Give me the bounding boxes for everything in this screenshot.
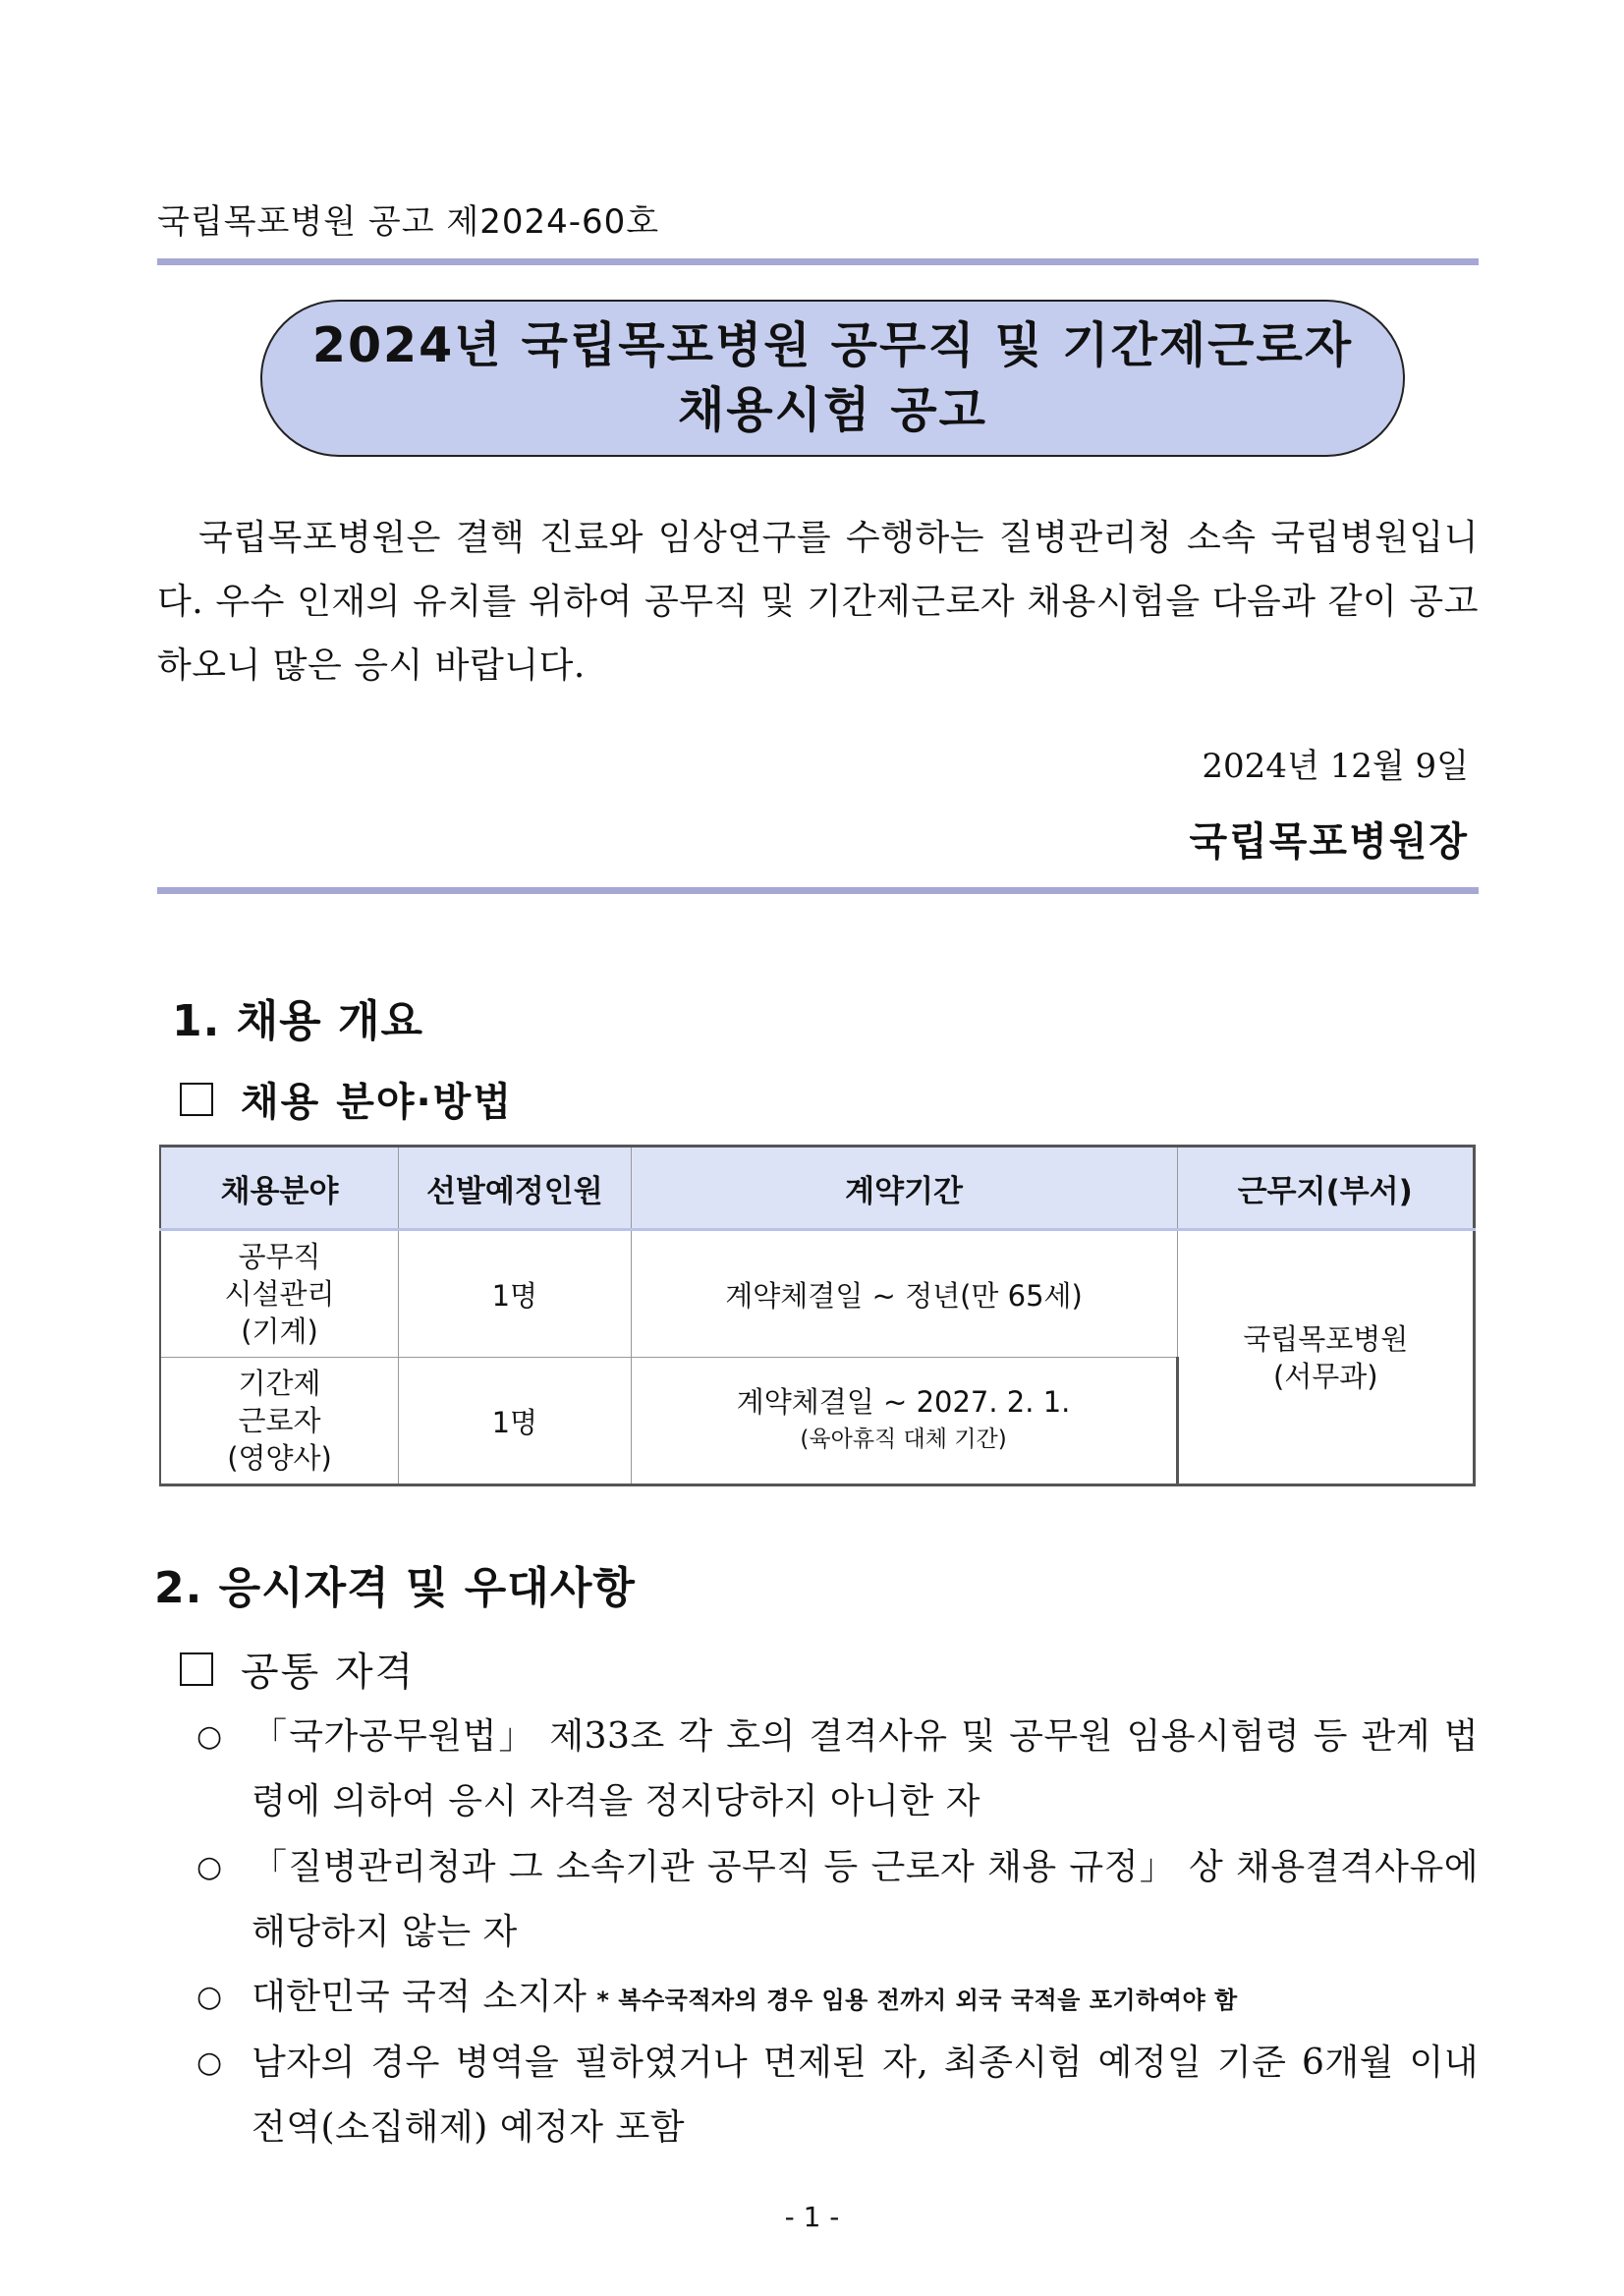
period-cell: 계약체결일 ~ 정년(만 65세) xyxy=(631,1230,1177,1358)
signer: 국립목포병원장 xyxy=(1189,818,1469,865)
bottom-divider xyxy=(157,887,1479,894)
circle-bullet-icon: ○ xyxy=(196,1850,223,1884)
qualification-text: 「질병관리청과 그 소속기관 공무직 등 근로자 채용 규정」 상 채용결격사유에 해당하지 않는 자 xyxy=(252,1847,1479,1952)
recruitment-table xyxy=(159,1145,1476,1486)
field-line: 공무직 xyxy=(238,1240,321,1273)
qualification-item xyxy=(196,1835,1479,1965)
circle-bullet-icon: ○ xyxy=(196,2045,223,2080)
field-cell xyxy=(160,1358,399,1485)
table-header-row xyxy=(160,1147,1475,1230)
period-cell xyxy=(631,1358,1177,1485)
field-cell xyxy=(160,1230,399,1358)
header-count: 선발예정인원 xyxy=(399,1147,632,1230)
count-cell: 1명 xyxy=(399,1358,632,1485)
workplace-cell xyxy=(1177,1230,1474,1485)
count-cell: 1명 xyxy=(399,1230,632,1358)
qualification-text: 남자의 경우 병역을 필하였거나 면제된 자, 최종시험 예정일 기준 6개월 이내 전역(소집해제) 예정자 포함 xyxy=(252,2043,1479,2148)
section-2-subtitle xyxy=(180,1641,415,1697)
title-line-1: 2024년 국립목포병원 공무직 및 기간제근로자 xyxy=(311,317,1354,373)
field-line: (기계) xyxy=(241,1315,318,1348)
period-note: (육아휴직 대체 기간) xyxy=(800,1427,1007,1452)
qualification-item xyxy=(196,2031,1479,2160)
title-line-2: 채용시험 공고 xyxy=(677,382,988,438)
top-divider xyxy=(157,258,1479,265)
circle-bullet-icon: ○ xyxy=(196,1719,223,1754)
title-banner xyxy=(260,300,1405,457)
checkbox-square-icon xyxy=(180,1652,213,1686)
qualification-note: * 복수국적자의 경우 임용 전까지 외국 국적을 포기하여야 함 xyxy=(596,1987,1238,2014)
notice-number: 국립목포병원 공고 제2024-60호 xyxy=(157,202,660,242)
field-line: (영양사) xyxy=(227,1441,332,1475)
page-number: - 1 - xyxy=(784,2201,840,2233)
subtitle-text: 공통 자격 xyxy=(241,1650,416,1695)
circle-bullet-icon: ○ xyxy=(196,1980,223,2014)
header-period: 계약기간 xyxy=(631,1147,1177,1230)
checkbox-square-icon xyxy=(180,1083,213,1116)
period-text: 계약체결일 ~ 2027. 2. 1. xyxy=(736,1385,1071,1419)
header-field: 채용분야 xyxy=(160,1147,399,1230)
field-line: 근로자 xyxy=(238,1404,321,1437)
header-workplace: 근무지(부서) xyxy=(1177,1147,1474,1230)
workplace-line: (서무과) xyxy=(1272,1359,1378,1393)
qualification-line xyxy=(196,1965,1479,2033)
section-2-title: 2. 응시자격 및 우대사항 xyxy=(154,1563,636,1613)
qualification-item xyxy=(196,1705,1479,1834)
section-1-title: 1. 채용 개요 xyxy=(172,996,423,1046)
notice-date: 2024년 12월 9일 xyxy=(1202,747,1469,786)
subtitle-text: 채용 분야·방법 xyxy=(241,1080,513,1125)
intro-paragraph: 국립목포병원은 결핵 진료와 임상연구를 수행하는 질병관리청 소속 국립병원입니다. 우수 인재의 유치를 위하여 공무직 및 기간제근로자 채용시험을 다음과 같이 공고하오니 많은 응시 바랍니다. xyxy=(157,518,1479,686)
qualification-item xyxy=(196,1965,1479,2033)
section-1-subtitle xyxy=(180,1071,513,1127)
qualification-text: 대한민국 국적 소지자 xyxy=(252,1977,588,2017)
field-line: 시설관리 xyxy=(224,1277,335,1311)
workplace-line: 국립목포병원 xyxy=(1243,1321,1409,1356)
table-row xyxy=(160,1230,1475,1358)
qualification-text: 「국가공무원법」 제33조 각 호의 결격사유 및 공무원 임용시험령 등 관계 법령에 의하여 응시 자격을 정지당하지 아니한 자 xyxy=(252,1716,1479,1821)
field-line: 기간제 xyxy=(238,1367,321,1400)
